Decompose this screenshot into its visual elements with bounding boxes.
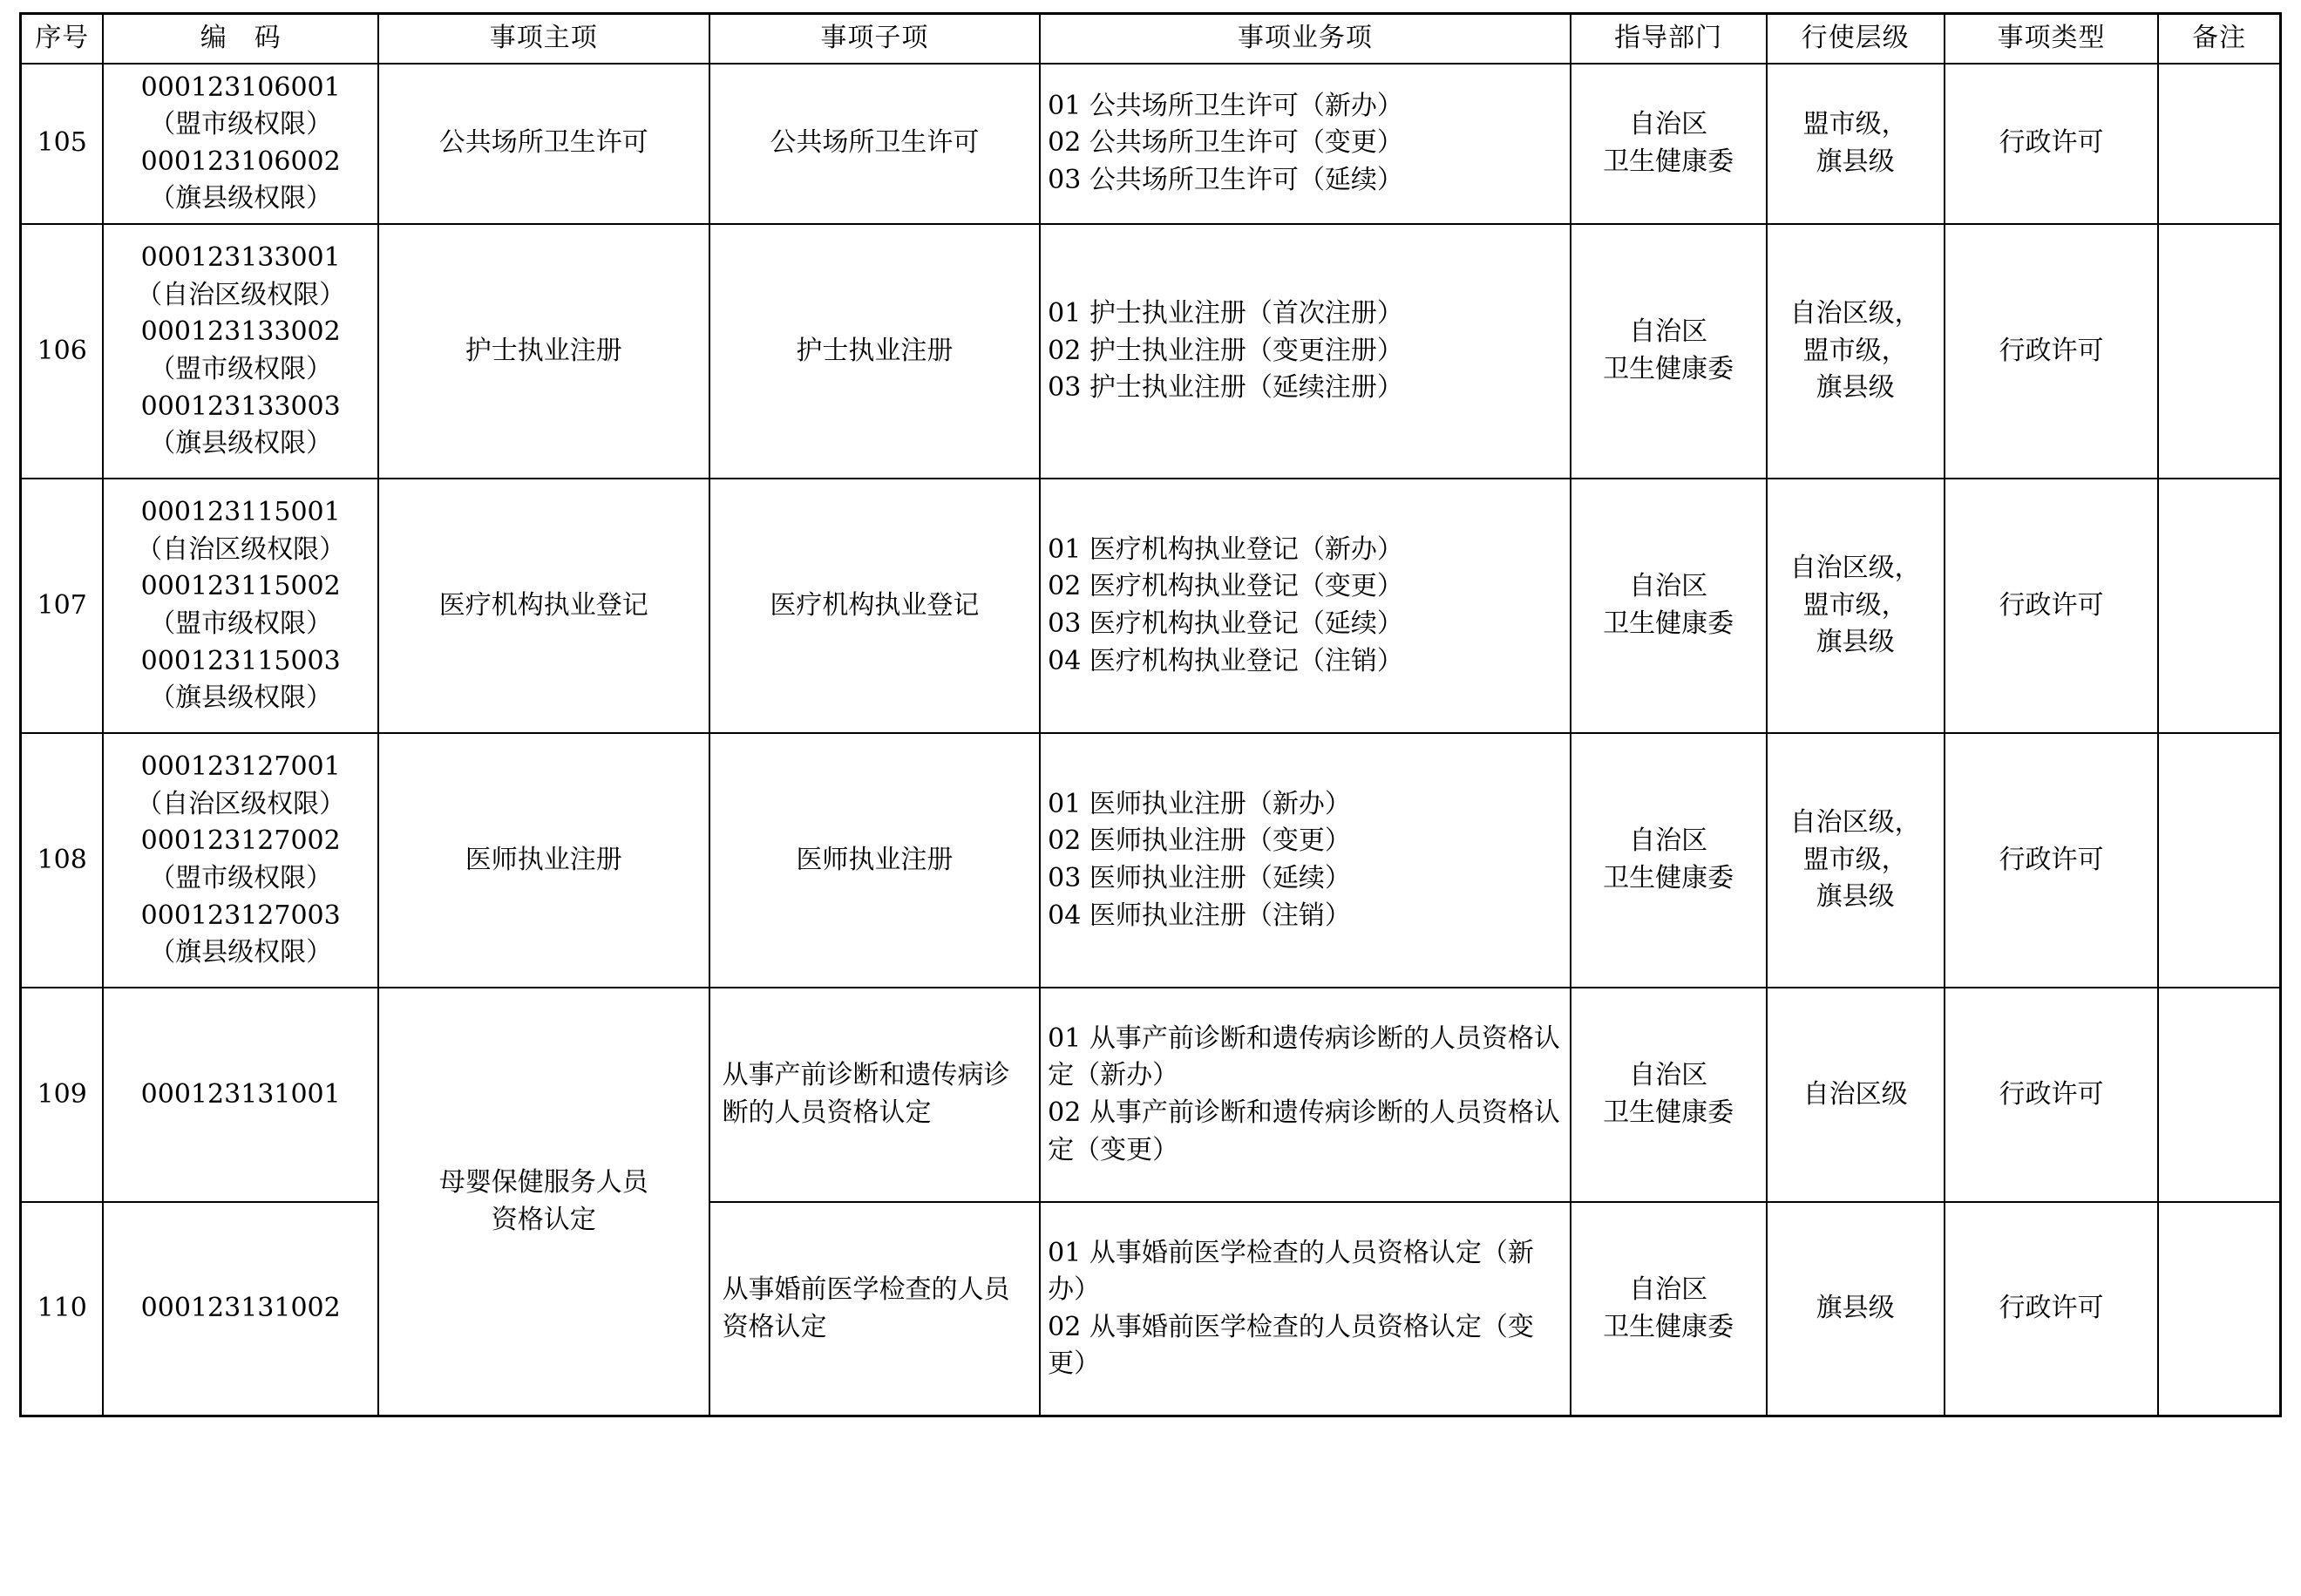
cell-item-type: 行政许可 bbox=[1945, 479, 2158, 733]
column-header-sub-item: 事项子项 bbox=[709, 14, 1041, 64]
column-header-code: 编 码 bbox=[103, 14, 378, 64]
cell-sub-item: 护士执业注册 bbox=[709, 224, 1041, 479]
cell-main-item: 医师执业注册 bbox=[378, 733, 709, 988]
header-row bbox=[21, 14, 2281, 64]
table-row bbox=[21, 988, 2281, 1202]
cell-sub-item: 医师执业注册 bbox=[709, 733, 1041, 988]
cell-remarks bbox=[2158, 64, 2280, 224]
cell-code: 000123115001 （自治区级权限） 000123115002 （盟市级权限） 000123115003 （旗县级权限） bbox=[103, 479, 378, 733]
table-row bbox=[21, 479, 2281, 733]
column-header-seq: 序号 bbox=[21, 14, 104, 64]
cell-exercise-level: 盟市级， 旗县级 bbox=[1767, 64, 1945, 224]
column-header-exercise-level: 行使层级 bbox=[1767, 14, 1945, 64]
cell-remarks bbox=[2158, 224, 2280, 479]
column-header-guiding-department: 指导部门 bbox=[1571, 14, 1767, 64]
cell-exercise-level: 自治区级， 盟市级， 旗县级 bbox=[1767, 479, 1945, 733]
column-header-main-item: 事项主项 bbox=[378, 14, 709, 64]
column-header-item-type: 事项类型 bbox=[1945, 14, 2158, 64]
matters-table bbox=[19, 12, 2282, 1417]
cell-code: 000123133001 （自治区级权限） 000123133002 （盟市级权限） 000123133003 （旗县级权限） bbox=[103, 224, 378, 479]
table-row bbox=[21, 733, 2281, 988]
cell-code: 000123127001 （自治区级权限） 000123127002 （盟市级权限） 000123127003 （旗县级权限） bbox=[103, 733, 378, 988]
cell-business-item: 01 从事婚前医学检查的人员资格认定（新办） 02 从事婚前医学检查的人员资格认定（变更） bbox=[1040, 1202, 1571, 1416]
cell-seq: 110 bbox=[21, 1202, 104, 1416]
cell-seq: 105 bbox=[21, 64, 104, 224]
cell-guiding-department: 自治区 卫生健康委 bbox=[1571, 479, 1767, 733]
cell-guiding-department: 自治区 卫生健康委 bbox=[1571, 988, 1767, 1202]
cell-item-type: 行政许可 bbox=[1945, 1202, 2158, 1416]
table-row bbox=[21, 224, 2281, 479]
cell-sub-item: 从事婚前医学检查的人员资格认定 bbox=[709, 1202, 1041, 1416]
cell-business-item: 01 医师执业注册（新办） 02 医师执业注册（变更） 03 医师执业注册（延续） 04 医师执业注册（注销） bbox=[1040, 733, 1571, 988]
cell-guiding-department: 自治区 卫生健康委 bbox=[1571, 733, 1767, 988]
cell-code: 000123131001 bbox=[103, 988, 378, 1202]
table-row bbox=[21, 1202, 2281, 1416]
cell-exercise-level: 自治区级， 盟市级， 旗县级 bbox=[1767, 224, 1945, 479]
cell-main-item: 护士执业注册 bbox=[378, 224, 709, 479]
cell-item-type: 行政许可 bbox=[1945, 988, 2158, 1202]
cell-business-item: 01 从事产前诊断和遗传病诊断的人员资格认定（新办） 02 从事产前诊断和遗传病诊断的人员资格认定（变更） bbox=[1040, 988, 1571, 1202]
table-header bbox=[21, 14, 2281, 64]
cell-remarks bbox=[2158, 1202, 2280, 1416]
cell-remarks bbox=[2158, 479, 2280, 733]
cell-seq: 108 bbox=[21, 733, 104, 988]
cell-main-item-merged: 母婴保健服务人员 资格认定 bbox=[378, 988, 709, 1416]
cell-code: 000123106001 （盟市级权限） 000123106002 （旗县级权限） bbox=[103, 64, 378, 224]
cell-main-item: 医疗机构执业登记 bbox=[378, 479, 709, 733]
cell-sub-item: 医疗机构执业登记 bbox=[709, 479, 1041, 733]
cell-exercise-level: 旗县级 bbox=[1767, 1202, 1945, 1416]
cell-item-type: 行政许可 bbox=[1945, 733, 2158, 988]
cell-exercise-level: 自治区级， 盟市级， 旗县级 bbox=[1767, 733, 1945, 988]
cell-guiding-department: 自治区 卫生健康委 bbox=[1571, 224, 1767, 479]
cell-sub-item: 公共场所卫生许可 bbox=[709, 64, 1041, 224]
cell-guiding-department: 自治区 卫生健康委 bbox=[1571, 1202, 1767, 1416]
cell-business-item: 01 医疗机构执业登记（新办） 02 医疗机构执业登记（变更） 03 医疗机构执业登记（延续） 04 医疗机构执业登记（注销） bbox=[1040, 479, 1571, 733]
cell-seq: 106 bbox=[21, 224, 104, 479]
cell-exercise-level: 自治区级 bbox=[1767, 988, 1945, 1202]
cell-remarks bbox=[2158, 733, 2280, 988]
cell-business-item: 01 公共场所卫生许可（新办） 02 公共场所卫生许可（变更） 03 公共场所卫生许可（延续） bbox=[1040, 64, 1571, 224]
column-header-business-item: 事项业务项 bbox=[1040, 14, 1571, 64]
cell-sub-item: 从事产前诊断和遗传病诊断的人员资格认定 bbox=[709, 988, 1041, 1202]
cell-item-type: 行政许可 bbox=[1945, 224, 2158, 479]
cell-guiding-department: 自治区 卫生健康委 bbox=[1571, 64, 1767, 224]
table-row bbox=[21, 64, 2281, 224]
cell-seq: 109 bbox=[21, 988, 104, 1202]
cell-business-item: 01 护士执业注册（首次注册） 02 护士执业注册（变更注册） 03 护士执业注册（延续注册） bbox=[1040, 224, 1571, 479]
cell-main-item: 公共场所卫生许可 bbox=[378, 64, 709, 224]
cell-seq: 107 bbox=[21, 479, 104, 733]
cell-remarks bbox=[2158, 988, 2280, 1202]
table-body bbox=[21, 64, 2281, 1416]
cell-code: 000123131002 bbox=[103, 1202, 378, 1416]
cell-item-type: 行政许可 bbox=[1945, 64, 2158, 224]
column-header-remarks: 备注 bbox=[2158, 14, 2280, 64]
